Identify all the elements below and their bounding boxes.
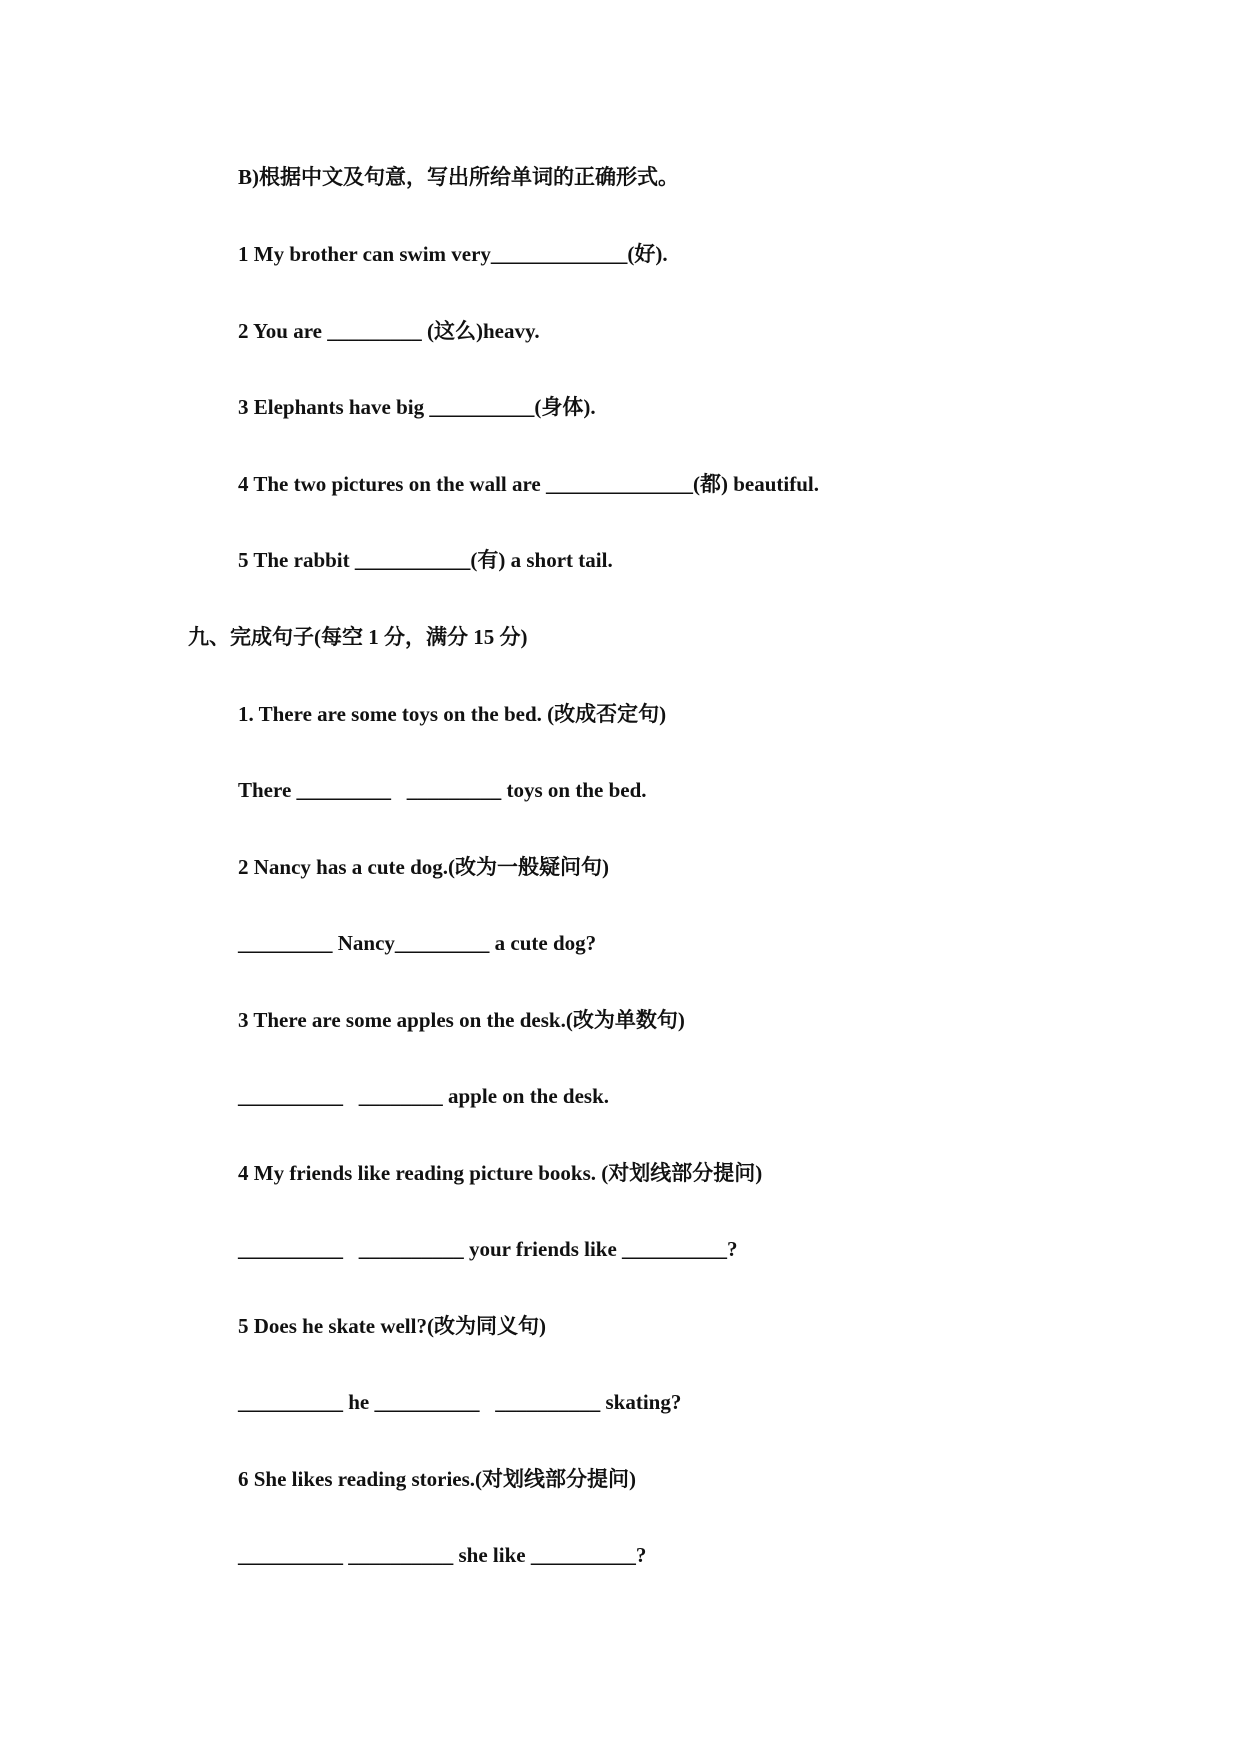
answer-line-4: __________ __________ your friends like __________? (238, 1237, 738, 1261)
question-4: 4 My friends like reading picture books. (对划线部分提问) (238, 1161, 763, 1185)
answer-line-1: There _________ _________ toys on the bed. (238, 778, 647, 802)
question-2: 2 Nancy has a cute dog.(改为一般疑问句) (238, 855, 609, 879)
question-5: 5 Does he skate well?(改为同义句) (238, 1314, 546, 1338)
question-6: 6 She likes reading stories.(对划线部分提问) (238, 1467, 637, 1491)
part-b-item-3: 3 Elephants have big __________(身体). (238, 395, 596, 419)
answer-line-3: __________ ________ apple on the desk. (238, 1084, 610, 1108)
part-b-item-1: 1 My brother can swim very_____________(好). (238, 242, 668, 266)
question-1: 1. There are some toys on the bed. (改成否定句) (238, 702, 667, 726)
part-b-item-4: 4 The two pictures on the wall are ______________(都) beautiful. (238, 472, 819, 496)
answer-line-5: __________ he __________ __________ skating? (238, 1390, 682, 1414)
answer-line-6: __________ __________ she like __________? (238, 1543, 647, 1567)
section-nine-heading: 九、完成句子(每空 1 分，满分 15 分) (188, 625, 528, 649)
question-3: 3 There are some apples on the desk.(改为单数句) (238, 1008, 685, 1032)
part-b-item-5: 5 The rabbit ___________(有) a short tail. (238, 548, 613, 572)
answer-line-2: _________ Nancy_________ a cute dog? (238, 931, 597, 955)
part-b-item-2: 2 You are _________ (这么)heavy. (238, 319, 540, 343)
part-b-instruction: B)根据中文及句意，写出所给单词的正确形式。 (238, 165, 679, 189)
